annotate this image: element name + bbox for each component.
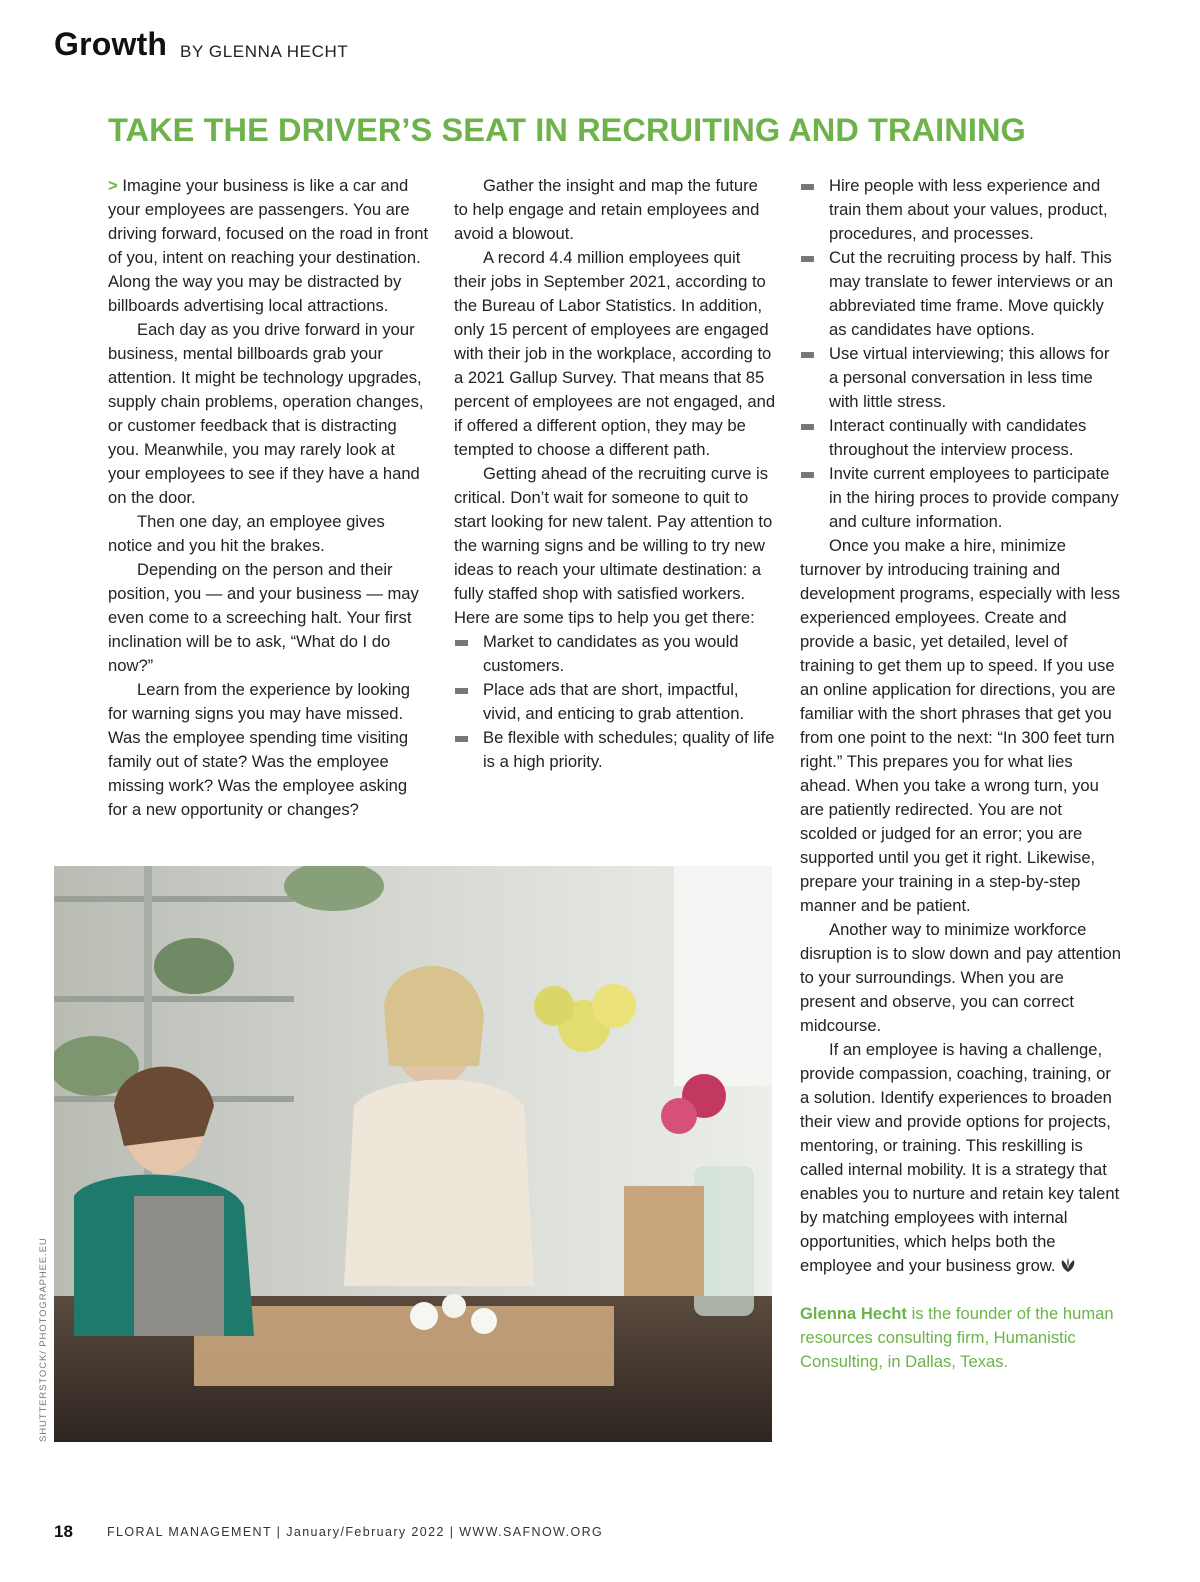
list-item-text: Invite current employees to participate in the hiring proces to provide company and culture information.	[829, 464, 1119, 531]
paragraph-text: If an employee is having a challenge, provide compassion, coaching, training, or a solution. Identify experiences to broaden their view and provide options for projects, mentoring, or training. This reskilling is called internal mobility. It is a strategy that enables you to nurture and retain key talent by matching employees with internal opportunities, which helps both the employee and your business grow.	[800, 1040, 1120, 1275]
list-item	[800, 246, 1122, 342]
author-bio-text: is the founder of the human resources consulting firm, Humanistic Consulting, in Dallas, Texas.	[800, 1304, 1114, 1371]
byline: BY GLENNA HECHT	[180, 42, 349, 61]
list-item-text: Place ads that are short, impactful, vivid, and enticing to grab attention.	[483, 680, 745, 723]
paragraph: Another way to minimize workforce disruption is to slow down and pay attention to your surroundings. When you are present and observe, you can correct midcourse.	[800, 920, 1122, 1035]
square-bullet-icon	[455, 688, 468, 694]
author-name: Glenna Hecht	[800, 1304, 907, 1323]
list-item-text: Be flexible with schedules; quality of life is a high priority.	[483, 728, 775, 771]
paragraph: Getting ahead of the recruiting curve is critical. Don’t wait for someone to quit to start looking for new talent. Pay attention to the warning signs and be willing to try new ideas to reach your ultimate destination: a fully staffed shop with satisfied workers. Here are some tips to help you get there:	[454, 464, 773, 627]
list-item-text: Market to candidates as you would customers.	[483, 632, 739, 675]
list-item	[454, 678, 776, 726]
end-mark-icon	[1060, 1257, 1076, 1273]
paragraph-text: Imagine your business is like a car and your employees are passengers. You are driving forward, focused on the road in front of you, intent on reaching your destination. Along the way you may be distracted by billboards advertising local attractions.	[108, 176, 429, 315]
article-photo	[54, 866, 772, 1442]
list-item	[454, 630, 776, 678]
list-item-text: Interact continually with candidates throughout the interview process.	[829, 416, 1087, 459]
list-item	[800, 462, 1122, 534]
list-item	[800, 414, 1122, 462]
square-bullet-icon	[455, 640, 468, 646]
article-column-1	[108, 174, 430, 822]
square-bullet-icon	[801, 184, 814, 190]
list-item	[454, 726, 776, 774]
florists-photo-illustration	[54, 866, 772, 1442]
paragraph: Once you make a hire, minimize turnover by introducing training and development programs, especially with less experienced employees. Create and provide a basic, yet detailed, level of training to get them up to speed. If you use an online application for directions, you are familiar with the short phrases that get you from one point to the next: “In 300 feet turn right.” This prepares you for what lies ahead. When you take a wrong turn, you are patiently redirected. You are not scolded or judged for an error; you are supported until you get it right. Likewise, prepare your training in a step-by-step manner and be patient.	[800, 536, 1121, 915]
list-item-text: Cut the recruiting process by half. This may translate to fewer interviews or an abbreviated time frame. Move quickly as candidates have options.	[829, 248, 1114, 339]
photo-credit: SHUTTERSTOCK/ PHOTOGRAPHEE.EU	[38, 1237, 49, 1442]
paragraph: Then one day, an employee gives notice and you hit the brakes.	[108, 512, 385, 555]
square-bullet-icon	[801, 256, 814, 262]
paragraph: Learn from the experience by looking for warning signs you may have missed. Was the employee spending time visiting family out of state? Was the employee missing work? Was the employee asking for a new opportunity or changes?	[108, 680, 411, 819]
list-item	[800, 174, 1122, 246]
tips-list	[454, 630, 776, 774]
chevron-right-icon: >	[108, 176, 118, 195]
article-headline: TAKE THE DRIVER’S SEAT IN RECRUITING AND TRAINING	[108, 112, 1026, 148]
list-item	[800, 342, 1122, 414]
list-item-text: Use virtual interviewing; this allows for a personal conversation in less time with little stress.	[829, 344, 1110, 411]
paragraph	[800, 1038, 1122, 1278]
footer-text: FLORAL MANAGEMENT | January/February 2022 | WWW.SAFNOW.ORG	[107, 1525, 604, 1539]
paragraph: Each day as you drive forward in your business, mental billboards grab your attention. It might be technology upgrades, supply chain problems, operation changes, or customer feedback that is distracting you. Meanwhile, you may rarely look at your employees to see if they have a hand on the door.	[108, 320, 424, 507]
square-bullet-icon	[801, 352, 814, 358]
paragraph: Gather the insight and map the future to help engage and retain employees and avoid a blowout.	[454, 176, 760, 243]
square-bullet-icon	[801, 424, 814, 430]
square-bullet-icon	[455, 736, 468, 742]
tips-list	[800, 174, 1122, 534]
square-bullet-icon	[801, 472, 814, 478]
lead-paragraph	[108, 174, 430, 318]
paragraph: Depending on the person and their position, you — and your business — may even come to a screeching halt. Your first inclination will be to ask, “What do I do now?”	[108, 560, 419, 675]
article-column-3	[800, 174, 1122, 1374]
page-number: 18	[54, 1522, 73, 1541]
article-column-2	[454, 174, 776, 774]
section-label: Growth	[54, 26, 168, 62]
author-bio	[800, 1302, 1122, 1374]
list-item-text: Hire people with less experience and train them about your values, product, procedures, and processes.	[829, 176, 1108, 243]
paragraph: A record 4.4 million employees quit their jobs in September 2021, according to the Bureau of Labor Statistics. In addition, only 15 percent of employees are engaged with their job in the workplace, according to a 2021 Gallup Survey. That means that 85 percent of employees are not engaged, and if offered a different option, they may be tempted to choose a different path.	[454, 248, 776, 459]
